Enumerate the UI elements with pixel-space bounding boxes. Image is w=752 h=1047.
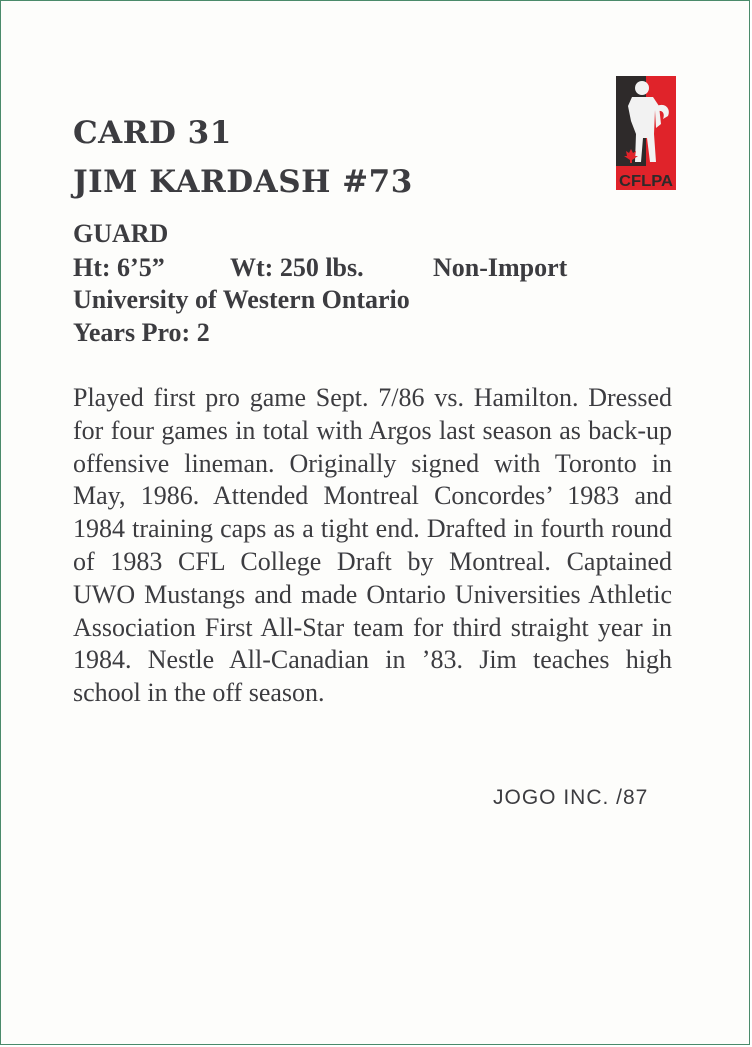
player-biography: Played first pro game Sept. 7/86 vs. Hamilton. Dressed for four games in total with Argos last season as back-up offensive lineman. Originally signed with Toronto in May, 1986. Attended Montreal Concordes’ 1983 and 1984 training caps as a tight end. Drafted in fourth round of 1983 CFL College Draft by Montreal. Captained UWO Mustangs and made Ontario Universities Athletic Association First All-Star team for third straight year in 1984. Nestle All-Canadian in ’83. Jim teaches high school in the off season. [73, 383, 672, 708]
cflpa-logo [616, 76, 676, 190]
copyright-footer: JOGO INC. /87 [493, 786, 649, 809]
player-name: JIM KARDASH #73 [73, 164, 413, 200]
player-school: University of Western Ontario [73, 285, 410, 314]
player-height: Ht: 6’5” [73, 253, 165, 282]
card-number: CARD 31 [73, 115, 232, 151]
player-position: GUARD [73, 219, 169, 248]
logo-text: CFLPA [619, 173, 674, 190]
player-weight: Wt: 250 lbs. [230, 253, 364, 282]
years-pro: Years Pro: 2 [73, 318, 210, 347]
import-status: Non-Import [433, 253, 568, 282]
